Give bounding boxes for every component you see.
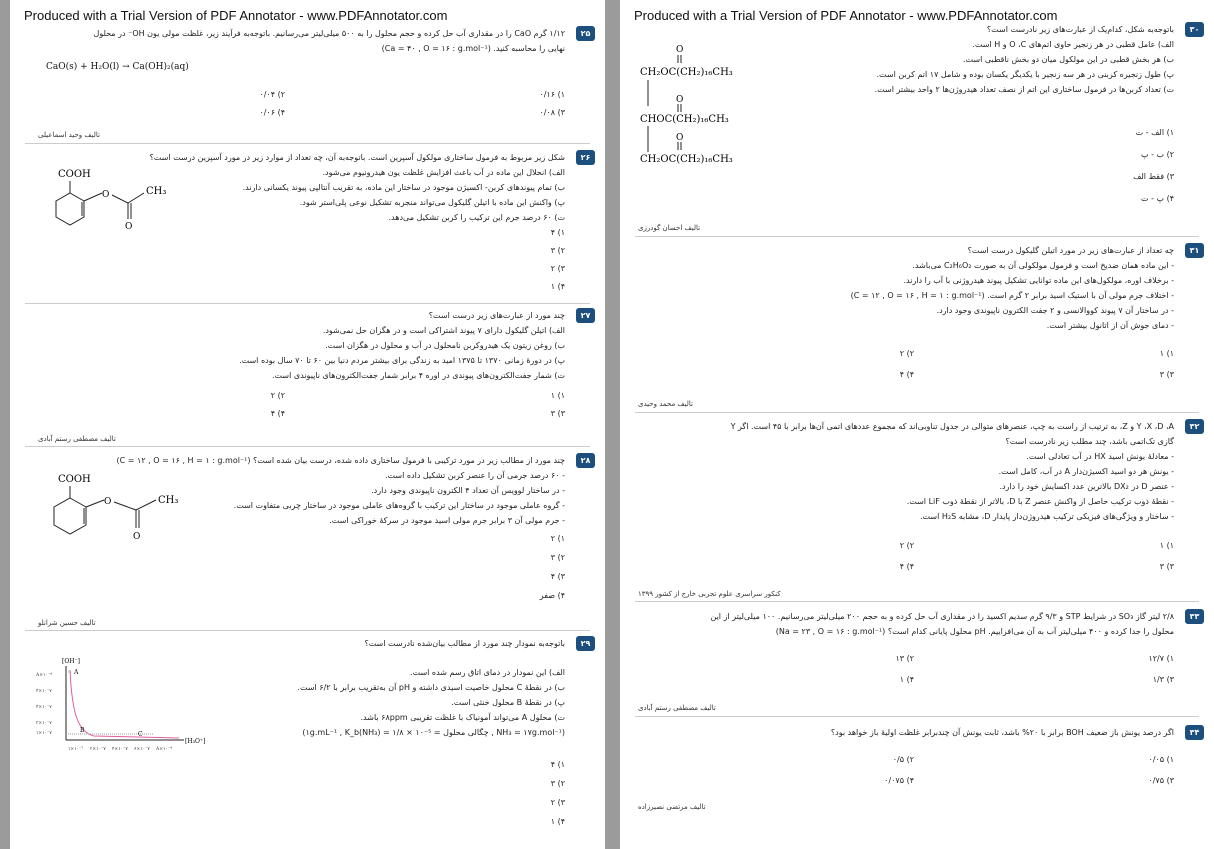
option-2[interactable]: ۲) ۰/۵: [892, 755, 914, 764]
divider: [635, 601, 1199, 602]
option-3[interactable]: ۳) ۰/۷۵: [1148, 776, 1174, 785]
statement-4: - جرم مولی آن ۳ برابر جرم مولی اسید موجود در سرکهٔ خوراکی است.: [329, 516, 565, 525]
option-2[interactable]: ۲) ۳: [550, 779, 565, 788]
question-number: ۳۰: [1185, 22, 1204, 37]
question-number: ۳۴: [1185, 725, 1204, 740]
question-number: ۳۲: [1185, 419, 1204, 434]
question-30: [834, 22, 1200, 97]
option-2[interactable]: ۲) ۲: [899, 541, 914, 550]
option-2[interactable]: ۲) ۳: [550, 553, 565, 562]
question-text: باتوجه‌به شکل، کدام‌یک از عبارت‌های زیر نادرست است؟: [986, 25, 1174, 34]
statement-a: الف) اتیلن گلیکول دارای ۷ پیوند اشتراکی است و در هگزان حل نمی‌شود.: [322, 326, 565, 335]
question-31: [634, 243, 1200, 333]
question-text: شکل زیر مربوط به فرمول ساختاری مولکول آسپرین است. باتوجه‌به آن، چه تعداد از موارد زیر در مورد آسپرین درست است؟: [149, 153, 565, 162]
question-27: [25, 308, 591, 383]
cooh-label: COOH: [58, 169, 91, 180]
option-3[interactable]: ۳) ۳: [1159, 562, 1174, 571]
statement-2: - یونش هر دو اسید اکسیژن‌دار A در آب، کامل است.: [998, 467, 1174, 476]
question-29-statements: [185, 665, 565, 740]
carbonyl-o: O: [676, 133, 684, 143]
y-axis-label: [OH⁻]: [62, 658, 80, 665]
carbonyl-o: O: [676, 95, 684, 105]
option-4[interactable]: ۴) ۱: [550, 282, 565, 291]
question-number: ۲۷: [576, 308, 595, 323]
statement-1: - ۶۰ درصد جرمی آن را عنصر کربن تشکیل داده است.: [384, 471, 565, 480]
x-tick: ۶×۱۰⁻۷: [134, 747, 150, 752]
options-27: [10, 391, 605, 421]
option-4[interactable]: ۴) ۴: [270, 409, 285, 418]
chain-1: CH₂OC(CH₂)₁₆CH₃: [640, 67, 733, 78]
reaction-equation: CaO(s) + H₂O(l) → Ca(OH)₂(aq): [46, 62, 189, 72]
statement-d: ت) تعداد کربن‌ها در فرمول ساختاری این اتم از نصف تعداد هیدروژن‌ها ۲ واحد بیشتر است.: [874, 85, 1174, 94]
divider: [25, 303, 590, 304]
carbonyl-o: O: [676, 45, 684, 55]
author-credit: تالیف وحید اسماعیلی: [38, 131, 100, 139]
option-4[interactable]: ۴) ۴: [899, 370, 914, 379]
statement-a: الف) این نمودار در دمای اتاق رسم شده است.: [410, 668, 565, 677]
option-3[interactable]: ۳) ۳: [1159, 370, 1174, 379]
divider: [635, 412, 1199, 413]
option-1[interactable]: ۱) ۴: [550, 228, 565, 237]
options-33: [620, 654, 1214, 684]
statement-3: - اختلاف جرم مولی آن با استیک اسید برابر ۲ گرم است. (C = ۱۲ , O = ۱۶ , H = ۱ : g.mol⁻¹): [850, 291, 1174, 300]
statement-d: ت) محلول A می‌تواند آمونیاک با غلظت تقریبی ۶۸ppm باشد.: [360, 713, 565, 722]
author-credit: تالیف مصطفی رستم آبادی: [638, 704, 716, 712]
option-4[interactable]: ۴) ۱: [899, 675, 914, 684]
option-2[interactable]: ۲) ۳: [550, 246, 565, 255]
statement-5: - ساختار و ویژگی‌های فیزیکی ترکیب هیدروژن‌دار پایدار D، مشابه H₂S است.: [919, 512, 1174, 521]
statement-b: ب) در نقطهٔ C محلول خاصیت اسیدی داشته و pH آن به‌تقریب برابر با ۶/۲ است.: [297, 683, 565, 692]
question-number: ۲۹: [576, 636, 595, 651]
divider: [635, 716, 1199, 717]
option-2[interactable]: ۲) ۰/۰۴: [259, 90, 285, 99]
y-tick: ۴×۱۰⁻۷: [36, 689, 52, 694]
svg-text:O: O: [102, 190, 110, 200]
statement-2: - در ساختار لوویس آن تعداد ۴ الکترون ناپیوندی وجود دارد.: [371, 486, 565, 495]
x-tick: ۴×۱۰⁻۷: [112, 747, 128, 752]
question-number: ۲۶: [576, 150, 595, 165]
option-3[interactable]: ۳) ۱/۳: [1152, 675, 1174, 684]
svg-text:O: O: [133, 532, 141, 542]
question-29: [25, 636, 591, 651]
statement-1: - معادلهٔ یونش اسید HX در آب تعادلی است.: [1026, 452, 1174, 461]
options-34: [620, 755, 1214, 785]
curve: [70, 670, 179, 738]
question-text: ۲/۸ لیتر گاز SO₃ در شرایط STP و ۹/۳ گرم سدیم اکسید را در مقداری آب حل کرده و به حجم ۲۰۰ میلی‌لیتر می‌رسانیم. ۱۰۰ میلی‌لیتر از این: [710, 612, 1174, 621]
constants: (NH₃ = ۱۷g.mol⁻¹ , چگالی محلول = ۱g.mL⁻¹ , K_b(NH₃) = ۱/۸ × ۱۰⁻⁵): [302, 728, 565, 737]
ch3-label: CH₃: [158, 495, 179, 506]
option-3[interactable]: ۳) ۲: [550, 798, 565, 807]
divider: [635, 236, 1199, 237]
pdf-page-right: [620, 0, 1214, 849]
options-30: [620, 128, 1214, 208]
trial-banner: Produced with a Trial Version of PDF Annotator - www.PDFAnnotator.com: [24, 8, 448, 23]
option-3[interactable]: ۳) ۰/۰۸: [539, 108, 565, 117]
question-number: ۳۱: [1185, 243, 1204, 258]
option-1[interactable]: ۱) ۱: [1159, 541, 1174, 550]
option-2[interactable]: ۲) ۲: [270, 391, 285, 400]
statement-3: - عنصر D در DX₂ بالاترین عدد اکسایش خود را دارد.: [999, 482, 1174, 491]
statement-3: - گروه عاملی موجود در ساختار این ترکیب با گروه‌های عاملی موجود در ساختار چربی متفاوت است.: [233, 501, 565, 510]
y-tick: ۴×۱۰⁻۷: [36, 705, 52, 710]
option-2[interactable]: ۲) ۲: [899, 349, 914, 358]
trial-banner: Produced with a Trial Version of PDF Annotator - www.PDFAnnotator.com: [634, 8, 1058, 23]
option-3[interactable]: ۳) ۳: [550, 409, 565, 418]
statement-c: پ) واکنش این ماده با اتیلن گلیکول می‌تواند منجربه تشکیل نوعی پلی‌استر شود.: [299, 198, 565, 207]
option-4[interactable]: ۴) صفر: [539, 591, 565, 600]
x-tick: A×۱۰⁻⁴: [156, 747, 173, 752]
author-credit: تالیف مصطفی رستم آبادی: [38, 435, 116, 443]
option-1[interactable]: ۱) الف - ت: [1135, 128, 1174, 137]
option-1[interactable]: ۱) ۱: [550, 391, 565, 400]
question-text: نهایی را محاسبه کنید. (Ca = ۴۰ , O = ۱۶ : g.mol⁻¹): [381, 44, 565, 53]
statement-4: - نقطهٔ ذوب ترکیب حاصل از واکنش عنصر Z با D، بالاتر از نقطهٔ ذوب LiF است.: [906, 497, 1174, 506]
oh-h3o-graph: [34, 654, 214, 754]
point-c: C: [138, 731, 143, 738]
aspirin-structure: [40, 163, 180, 231]
option-2[interactable]: ۲) ب - پ: [1141, 150, 1174, 159]
option-1[interactable]: ۱) ۱۲/۷: [1148, 654, 1174, 663]
question-text: محلول را جدا کرده و ۴۰۰ میلی‌لیتر آب به آن می‌افزاییم. pH محلول پایانی کدام است؟ (Na = ۲۳ , O = ۱۶ : g.mol⁻¹): [775, 627, 1174, 636]
option-3[interactable]: ۳) فقط الف: [1133, 172, 1174, 181]
options-32: [620, 541, 1214, 571]
options-28: [10, 534, 605, 606]
source-credit: کنکور سراسری علوم تجربی خارج از کشور ۱۳۹۹: [638, 590, 781, 598]
statement-b: ب) روغن زیتون یک هیدروکربن نامحلول در آب و محلول در هگزان است.: [325, 341, 565, 350]
question-text: اگر درصد یونش باز ضعیف BOH برابر با ۲۰% باشد، ثابت یونش آن چندبرابر غلظت اولیهٔ باز خواهد بود؟: [830, 728, 1174, 737]
option-4[interactable]: ۴) ۰/۰۷۵: [884, 776, 914, 785]
cooh-label: COOH: [58, 474, 91, 485]
pdf-page-left: [10, 0, 605, 849]
option-1[interactable]: ۱) ۲: [550, 534, 565, 543]
divider: [25, 630, 590, 631]
divider: [25, 143, 590, 144]
divider: [25, 446, 590, 447]
statement-5: - دمای جوش آن از اتانول بیشتر است.: [1046, 321, 1174, 330]
option-4[interactable]: ۴) پ - ت: [1141, 194, 1174, 203]
statement-c: پ) طول زنجیره کربنی در هر سه زنجیر با یکدیگر یکسان بوده و شامل ۱۷ اتم کربن است.: [876, 70, 1174, 79]
statement-c: پ) در نقطهٔ B محلول خنثی است.: [451, 698, 565, 707]
question-33: [634, 609, 1200, 639]
statement-b: ب) هر بخش قطبی در این مولکول میان دو بخش ناقطبی است.: [963, 55, 1174, 64]
y-tick: A×۱۰⁻⁴: [36, 673, 53, 678]
options-31: [620, 349, 1214, 379]
statement-d: ت) ۶۰ درصد جرم این ترکیب را کربن تشکیل می‌دهد.: [388, 213, 565, 222]
y-tick: ۱×۱۰⁻۷: [36, 731, 52, 736]
question-text: چه تعداد از عبارت‌های زیر در مورد اتیلن گلیکول درست است؟: [967, 246, 1174, 255]
options-26: [10, 228, 605, 300]
statement-c: پ) در دورهٔ زمانی ۱۳۷۰ تا ۱۳۷۵ امید به زندگی برای بیشتر مردم دنیا بین ۶۰ تا ۷۰ سال بوده است.: [239, 356, 565, 365]
statement-b: ب) تمام پیوندهای کربن- اکسیژن موجود در ساختار این ماده، به تقریب آنتالپی پیوند یکسانی دارند.: [242, 183, 565, 192]
statement-2: - برخلاف اوره، مولکول‌های این ماده توانایی تشکیل پیوند هیدروژنی با آب را دارند.: [903, 276, 1174, 285]
compound-structure: [36, 470, 196, 542]
options-29: [10, 760, 605, 836]
x-tick: ۲×۱۰⁻۷: [90, 747, 106, 752]
question-34: [634, 725, 1200, 740]
statement-a: الف) عامل قطبی در هر زنجیر حاوی اتم‌های O ،C و H است.: [972, 40, 1174, 49]
y-tick: ۲×۱۰⁻۷: [36, 721, 52, 726]
statement-4: - در ساختار آن ۷ پیوند کووالانسی و ۲ جفت الکترون ناپیوندی وجود دارد.: [936, 306, 1174, 315]
author-credit: تالیف محمد وحیدی: [638, 400, 693, 408]
x-tick: ۱×۱۰⁻⁷: [68, 747, 84, 752]
option-1[interactable]: ۱) ۰/۱۶: [539, 90, 565, 99]
option-1[interactable]: ۱) ۴: [550, 760, 565, 769]
svg-text:O: O: [125, 222, 133, 231]
option-4[interactable]: ۴) ۴: [899, 562, 914, 571]
statement-a: الف) انحلال این ماده در آب باعث افزایش غلظت یون هیدرونیوم می‌شود.: [322, 168, 565, 177]
svg-text:O: O: [104, 497, 112, 507]
author-credit: تالیف احسان گودرزی: [638, 224, 701, 232]
option-1[interactable]: ۱) ۰/۰۵: [1148, 755, 1174, 764]
author-credit: تالیف حسین شرانلو: [38, 619, 96, 627]
question-text: باتوجه‌به نمودار چند مورد از مطالب بیان‌شده نادرست است؟: [364, 639, 565, 648]
x-axis-label: [H₃O⁺]: [185, 738, 206, 745]
point-b: B: [80, 727, 85, 734]
option-4[interactable]: ۴) ۱: [550, 817, 565, 826]
question-text: چند مورد از مطالب زیر در مورد ترکیبی با فرمول ساختاری داده شده، درست بیان شده است؟ (C = ۱۲ , O = ۱۶ , H = ۱ : g.mol⁻¹): [116, 456, 565, 465]
author-credit: تالیف مرتضی نصیرزاده: [638, 803, 706, 811]
options-25: [10, 90, 605, 120]
question-text: چند مورد از عبارت‌های زیر درست است؟: [428, 311, 565, 320]
question-text: Y ،X ،D ،A و Z، به ترتیب از راست به چپ، عنصرهای متوالی در جدول تناوبی‌اند که مجموع عددهای اتمی آن‌ها برابر با ۴۵ است. اگر Y: [730, 422, 1174, 431]
option-3[interactable]: ۳) ۲: [550, 264, 565, 273]
chain-2: CHOC(CH₂)₁₆CH₃: [640, 114, 729, 125]
option-1[interactable]: ۱) ۱: [1159, 349, 1174, 358]
option-4[interactable]: ۴) ۰/۰۶: [259, 108, 285, 117]
question-number: ۲۸: [576, 453, 595, 468]
question-text: ۱/۱۲ گرم CaO را در مقداری آب حل کرده و حجم محلول را به ۵۰۰ میلی‌لیتر می‌رسانیم. باتوجه‌به فرآیند زیر، غلظت مولی یون OH⁻ در محلول: [93, 29, 565, 38]
question-text: گازی تک‌اتمی باشد، چند مطلب زیر نادرست است؟: [1005, 437, 1174, 446]
point-a: A: [74, 669, 79, 676]
statement-1: - این ماده همان ضدیخ است و فرمول مولکولی آن به صورت C₂H₆O₂ می‌باشد.: [912, 261, 1174, 270]
ch3-label: CH₃: [146, 186, 167, 197]
chain-3: CH₂OC(CH₂)₁₆CH₃: [640, 154, 733, 165]
question-32: [634, 419, 1200, 524]
option-2[interactable]: ۲) ۱۳: [895, 654, 914, 663]
statement-d: ت) شمار جفت‌الکترون‌های پیوندی در اوره ۴ برابر شمار جفت‌الکترون‌های ناپیوندی است.: [272, 371, 565, 380]
question-number: ۲۵: [576, 26, 595, 41]
question-25: [25, 26, 591, 56]
option-3[interactable]: ۳) ۴: [550, 572, 565, 581]
question-number: ۳۳: [1185, 609, 1204, 624]
